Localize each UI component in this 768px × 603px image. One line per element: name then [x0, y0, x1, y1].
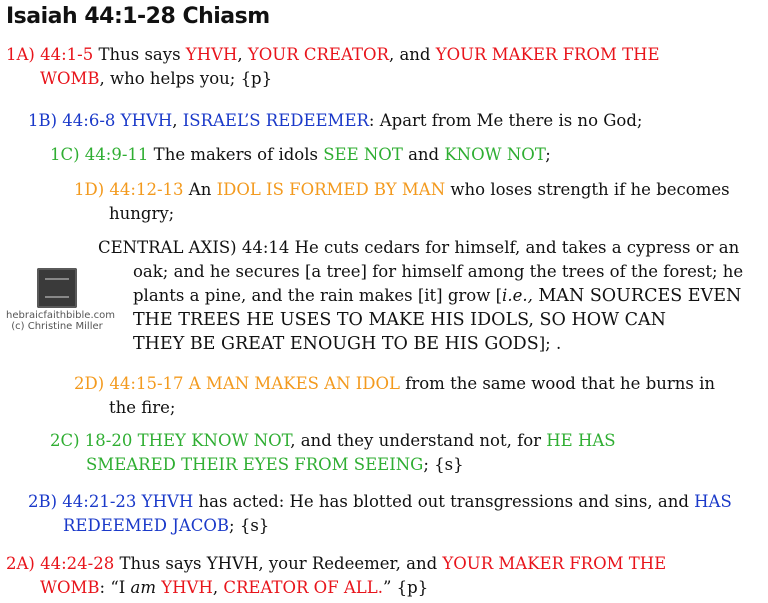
ref-2d: 2D) 44:15-17 A MAN MAKES AN IDOL	[74, 374, 400, 393]
chiasm-1d: 1D) 44:12-13 An IDOL IS FORMED BY MAN who loses strength if he becomes hungry;	[74, 180, 730, 223]
page-title: Isaiah 44:1-28 Chiasm	[6, 4, 270, 29]
ref-2b: 2B) 44:21-23 YHVH	[28, 492, 194, 511]
ref-1b: 1B) 44:6-8 YHVH	[28, 111, 173, 130]
ref-central: CENTRAL AXIS) 44:14	[98, 238, 290, 257]
logo-site: hebraicfaithbible.com	[6, 310, 115, 321]
chiasm-2a: 2A) 44:24-28 Thus says YHVH, your Redeemer, and YOUR MAKER FROM THE WOMB: “I am YHVH, CREATOR OF ALL.” {p}	[6, 554, 667, 597]
ref-1d: 1D) 44:12-13	[74, 180, 184, 199]
logo-copyright: (c) Christine Miller	[11, 321, 103, 332]
ref-1c: 1C) 44:9-11	[50, 145, 149, 164]
ref-2a: 2A) 44:24-28	[6, 554, 115, 573]
chiasm-1c: 1C) 44:9-11 The makers of idols SEE NOT and KNOW NOT;	[50, 145, 551, 164]
ref-2c: 2C) 18-20 THEY KNOW NOT	[50, 431, 291, 450]
chiasm-2c: 2C) 18-20 THEY KNOW NOT, and they understand not, for HE HAS SMEARED THEIR EYES FROM SEEING; {s}	[50, 431, 616, 474]
chiasm-1b: 1B) 44:6-8 YHVH, ISRAEL’S REDEEMER: Apart from Me there is no God;	[28, 111, 643, 130]
ref-1a: 1A) 44:1-5	[6, 45, 94, 64]
chiasm-2d: 2D) 44:15-17 A MAN MAKES AN IDOL from the same wood that he burns in the fire;	[74, 374, 716, 417]
chiasm-1a: 1A) 44:1-5 Thus says YHVH, YOUR CREATOR, and YOUR MAKER FROM THE WOMB, who helps you; {p}	[6, 45, 660, 88]
chiasm-2b: 2B) 44:21-23 YHVH has acted: He has blotted out transgressions and sins, and HAS REDEEMED JACOB; {s}	[28, 492, 732, 535]
book-icon	[37, 268, 77, 308]
chiasm-central-axis: CENTRAL AXIS) 44:14 He cuts cedars for himself, and takes a cypress or an oak; and he secures [a tree] for himself among the trees of the forest; he plants a pine, and the rain makes [it] grow [i.e., MAN SOURCES EVEN THE TREES HE USES TO MAKE HIS IDOLS, SO HOW CAN THEY BE GREAT ENOUGH TO BE HIS GODS]; .	[98, 238, 744, 354]
site-logo	[6, 268, 115, 332]
